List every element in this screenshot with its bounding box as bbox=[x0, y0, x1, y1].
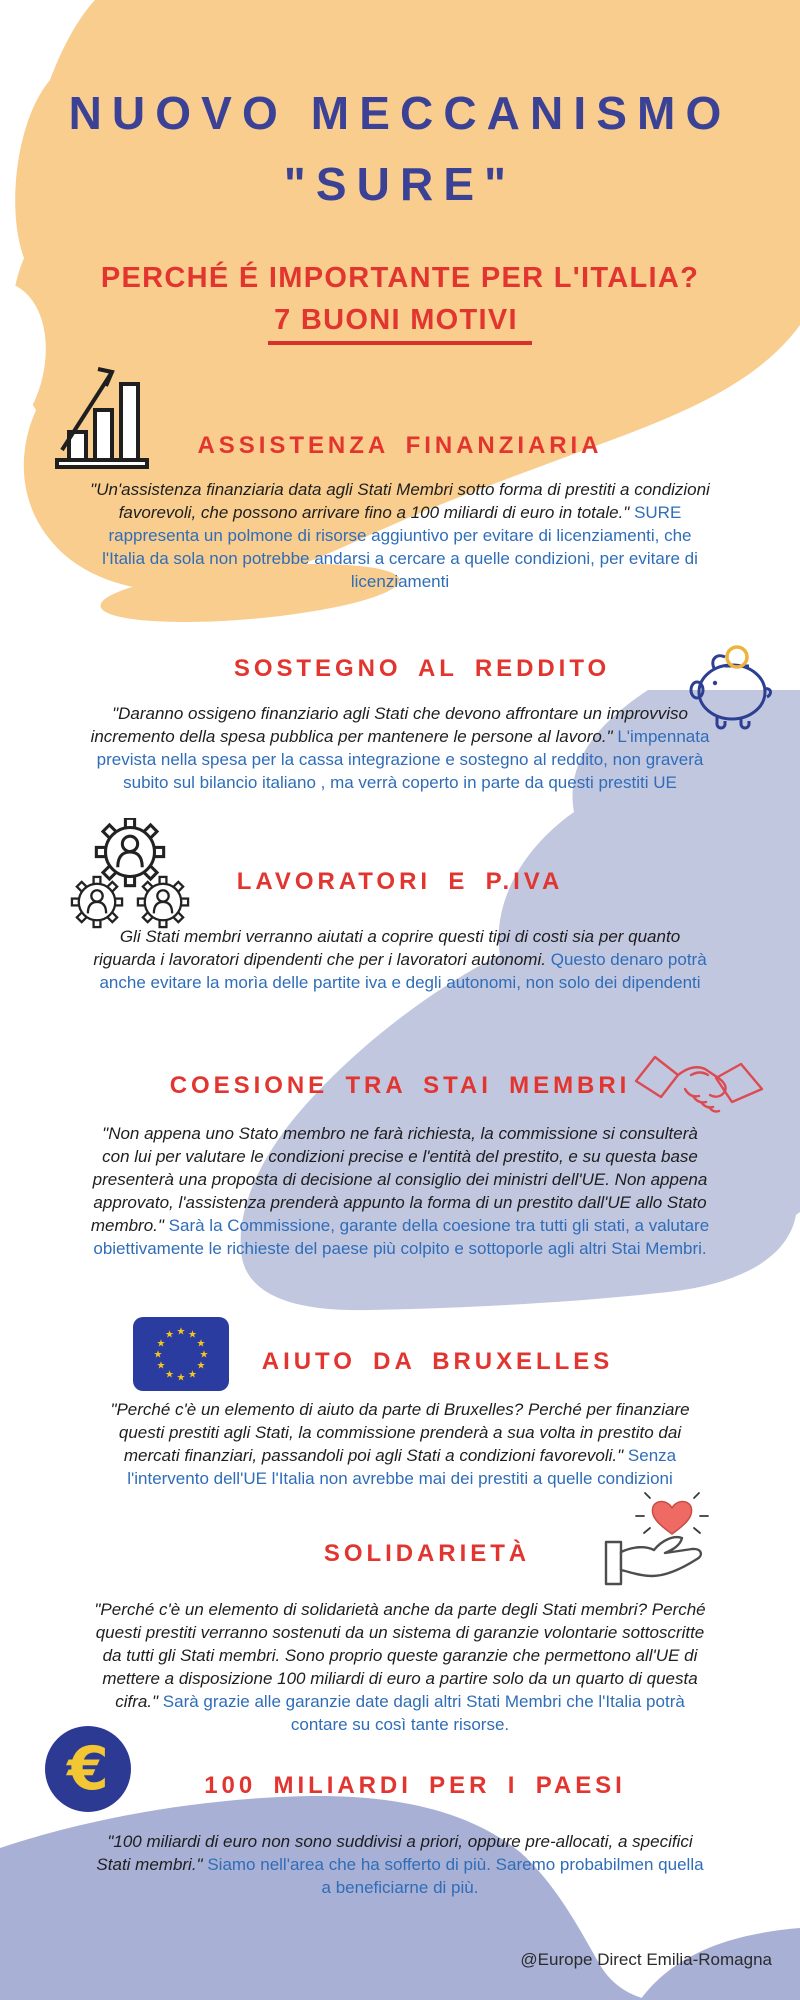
svg-text:★: ★ bbox=[153, 1349, 163, 1361]
section-title-assistenza: ASSISTENZA FINANZIARIA bbox=[197, 432, 603, 459]
handshake-icon bbox=[633, 1034, 765, 1130]
svg-text:★: ★ bbox=[165, 1329, 174, 1341]
page-subtitle: PERCHÉ É IMPORTANTE PER L'ITALIA? bbox=[100, 262, 700, 294]
section-quote-aiuto: "Perché c'è un elemento di aiuto da parte di Bruxelles? Perché per finanziare questi prestiti agli Stati, la commissione prenderà a sua volta in prestito dai mercati finanziari, passandoli poi agli Stati a condizioni favorevoli." bbox=[110, 1400, 690, 1465]
section-text-coesione bbox=[90, 1122, 710, 1260]
section-text-miliardi bbox=[90, 1830, 710, 1899]
svg-text:★: ★ bbox=[188, 1329, 197, 1341]
section-quote-assistenza: "Un'assistenza finanziaria data agli Stati Membri sotto forma di prestiti a condizioni favorevoli, che possono arrivare fino a 100 miliardi di euro in totale." bbox=[90, 480, 710, 522]
page-subtitle2: 7 BUONI MOTIVI bbox=[268, 304, 532, 345]
section-text-assistenza bbox=[90, 478, 710, 593]
section-title-sostegno: SOSTEGNO AL REDDITO bbox=[233, 655, 611, 682]
page-title-line1: NUOVO MECCANISMO bbox=[68, 87, 732, 139]
page-title-line2: "SURE" bbox=[283, 158, 517, 211]
section-comment-miliardi: Siamo nell'area che ha sofferto di più. Saremo probabilmen quella a beneficiarne di più. bbox=[207, 1855, 704, 1897]
section-quote-miliardi: "100 miliardi di euro non sono suddivisi a priori, oppure pre-allocati, a specifici Stati membri." bbox=[96, 1832, 693, 1874]
section-comment-aiuto: Senza l'intervento dell'UE l'Italia non avrebbe mai dei prestiti a quelle condizioni bbox=[127, 1446, 677, 1488]
section-text-sostegno bbox=[90, 702, 710, 794]
svg-text:★: ★ bbox=[188, 1369, 197, 1381]
euro-glyph: € bbox=[67, 1734, 109, 1804]
section-title-coesione: COESIONE TRA STAI MEMBRI bbox=[169, 1072, 631, 1099]
section-title-solidarieta: SOLIDARIETÀ bbox=[323, 1540, 531, 1567]
page-title bbox=[0, 78, 800, 221]
section-comment-solidarieta: Sarà grazie alle garanzie date dagli altri Stati Membri che l'Italia potrà contare su così tante risorse. bbox=[162, 1692, 685, 1734]
svg-text:★: ★ bbox=[176, 1372, 186, 1384]
svg-text:★: ★ bbox=[196, 1338, 206, 1350]
svg-text:★: ★ bbox=[176, 1326, 186, 1338]
section-title-aiuto: AIUTO DA BRUXELLES bbox=[261, 1348, 614, 1375]
page-subtitle2-wrap bbox=[0, 304, 800, 345]
svg-text:★: ★ bbox=[156, 1360, 166, 1372]
section-quote-solidarieta: "Perché c'è un elemento di solidarietà anche da parte degli Stati membri? Perché questi prestiti verranno sostenuti da un sistema di garanzie volontarie sottoscritte da tutti gli Stati membri. Sono proprio queste garanzie che permettono all'UE di mettere a disposizione 100 miliardi di euro a partire solo da un quarto di questa cifra." bbox=[94, 1600, 706, 1711]
section-comment-coesione: Sarà la Commissione, garante della coesione tra tutti gli stati, a valutare obiettivamente le richieste del paese più colpito e sottoporle agli altri Stai Membri. bbox=[93, 1216, 710, 1258]
section-text-aiuto bbox=[90, 1398, 710, 1490]
section-text-solidarieta bbox=[90, 1598, 710, 1736]
section-title-miliardi: 100 MILIARDI PER I PAESI bbox=[204, 1772, 626, 1799]
svg-text:★: ★ bbox=[156, 1338, 166, 1350]
svg-text:★: ★ bbox=[199, 1349, 209, 1361]
section-title-lavoratori: LAVORATORI E P.IVA bbox=[236, 868, 564, 895]
section-quote-sostegno: "Daranno ossigeno finanziario agli Stati che devono affrontare un improvviso incremento della spesa pubblica per mantenere le persone al lavoro." bbox=[90, 704, 688, 746]
section-comment-lavoratori: Questo denaro potrà anche evitare la morìa delle partite iva e degli autonomi, non solo dei dipendenti bbox=[99, 950, 707, 992]
section-quote-lavoratori: Gli Stati membri verranno aiutati a coprire questi tipi di costi sia per quanto riguarda i lavoratori dipendenti che per i lavoratori autonomi. bbox=[93, 927, 681, 969]
section-comment-sostegno: L'impennata prevista nella spesa per la cassa integrazione e sostegno al reddito, non graverà subito sul bilancio italiano , ma verrà coperto in parte da questi prestiti UE bbox=[96, 727, 710, 792]
section-comment-assistenza: SURE rappresenta un polmone di risorse aggiuntivo per evitare di licenziamenti, che l'Italia da sola non potrebbe andarsi a cercare a quelle condizioni, per evitare di licenziamenti bbox=[102, 503, 698, 591]
svg-text:★: ★ bbox=[196, 1360, 206, 1372]
svg-text:★: ★ bbox=[165, 1369, 174, 1381]
footer-credit: @Europe Direct Emilia-Romagna bbox=[520, 1950, 772, 1969]
section-quote-coesione: "Non appena uno Stato membro ne farà richiesta, la commissione si consulterà con lui per valutare le condizioni precise e l'entità del prestito, e su questa base presenterà una proposta di decisione al consiglio dei ministri dell'UE. Non appena approvato, l'assistenza prenderà appunto la forma di un prestito dall'UE allo Stato membro." bbox=[90, 1124, 708, 1235]
section-text-lavoratori bbox=[90, 925, 710, 994]
